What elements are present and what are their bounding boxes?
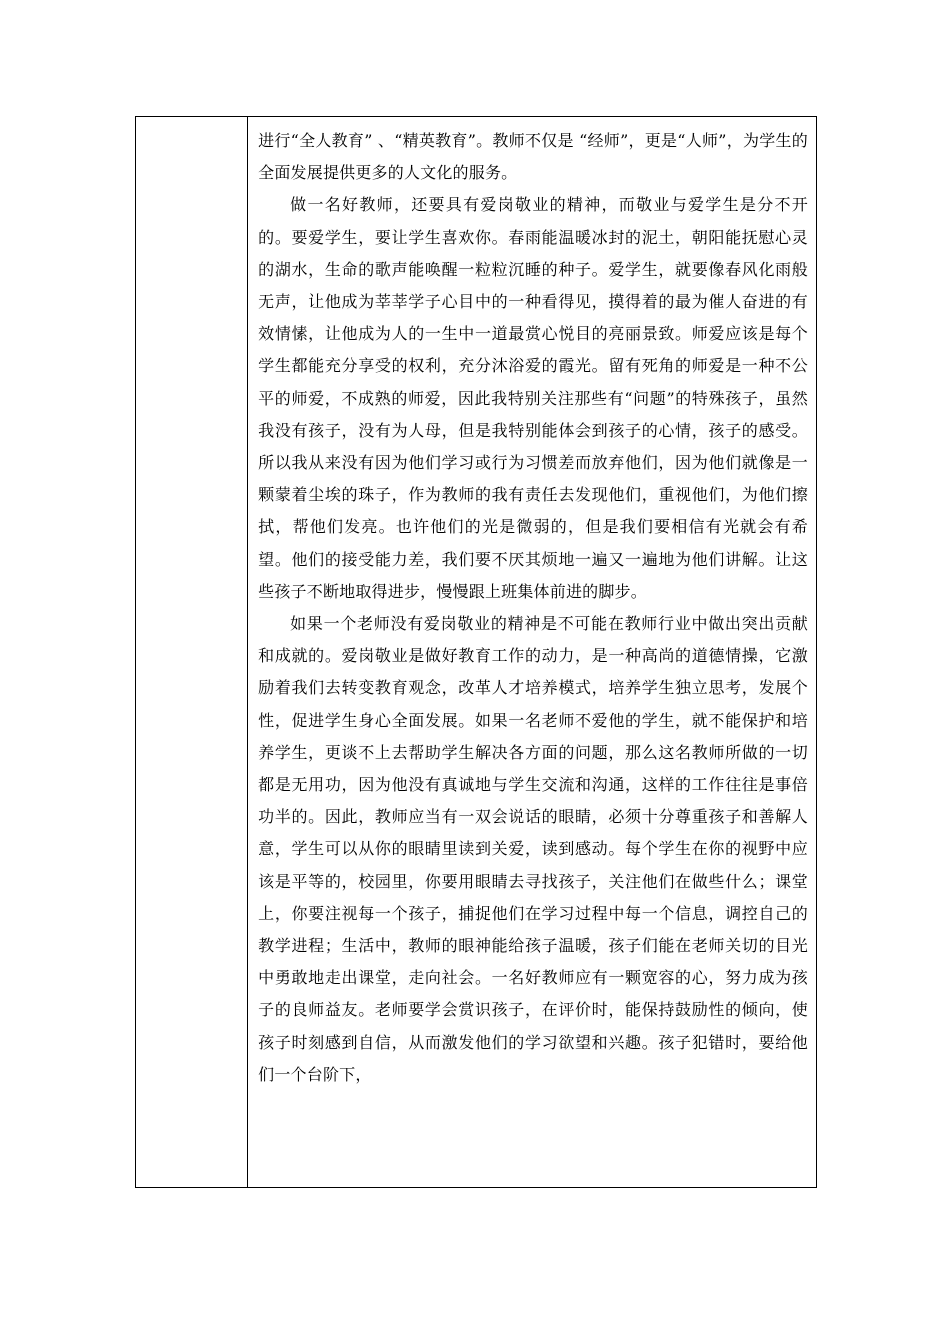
left-empty-cell <box>136 117 248 1188</box>
content-cell <box>248 117 817 1188</box>
paragraph-2: 做一名好教师，还要具有爱岗敬业的精神，而敬业与爱学生是分不开的。要爱学生，要让学生喜欢你。春雨能温暖冰封的泥土，朝阳能抚慰心灵的湖水，生命的歌声能唤醒一粒粒沉睡的种子。爱学生，就要像春风化雨般无声，让他成为莘莘学子心目中的一种看得见，摸得着的最为催人奋进的有效情愫，让他成为人的一生中一道最赏心悦目的亮丽景致。师爱应该是每个学生都能充分享受的权利，充分沐浴爱的霞光。留有死角的师爱是一种不公平的师爱，不成熟的师爱，因此我特别关注那些有“问题”的特殊孩子，虽然我没有孩子，没有为人母，但是我特别能体会到孩子的心情，孩子的感受。所以我从来没有因为他们学习或行为习惯差而放弃他们，因为他们就像是一颗蒙着尘埃的珠子，作为教师的我有责任去发现他们，重视他们，为他们擦拭，帮他们发亮。也许他们的光是微弱的，但是我们要相信有光就会有希望。他们的接受能力差，我们要不厌其烦地一遍又一遍地为他们讲解。让这些孩子不断地取得进步，慢慢跟上班集体前进的脚步。 <box>258 195 808 601</box>
table-row <box>136 117 817 1188</box>
essay-body <box>248 117 816 1091</box>
paragraph-1: 进行“全人教育” 、“精英教育”。教师不仅是 “经师”，更是“人师”，为学生的全面发展提供更多的人文化的服务。 <box>258 131 808 183</box>
document-table <box>135 116 817 1188</box>
paragraph-3: 如果一个老师没有爱岗敬业的精神是不可能在教师行业中做出突出贡献和成就的。爱岗敬业是做好教育工作的动力，是一种高尚的道德情操，它激励着我们去转变教育观念，改革人才培养模式，培养学生独立思考，发展个性，促进学生身心全面发展。如果一名老师不爱他的学生，就不能保护和培养学生，更谈不上去帮助学生解决各方面的问题，那么这名教师所做的一切都是无用功，因为他没有真诚地与学生交流和沟通，这样的工作往往是事倍功半的。因此，教师应当有一双会说话的眼睛，必须十分尊重孩子和善解人意，学生可以从你的眼睛里读到关爱，读到感动。每个学生在你的视野中应该是平等的，校园里，你要用眼睛去寻找孩子，关注他们在做些什么；课堂上，你要注视每一个孩子，捕捉他们在学习过程中每一个信息，调控自己的教学进程；生活中，教师的眼神能给孩子温暖，孩子们能在老师关切的目光中勇敢地走出课堂，走向社会。一名好教师应有一颗宽容的心，努力成为孩子的良师益友。老师要学会赏识孩子，在评价时，能保持鼓励性的倾向，使孩子时刻感到自信，从而激发他们的学习欲望和兴趣。孩子犯错时，要给他们一个台阶下， <box>258 614 808 1084</box>
